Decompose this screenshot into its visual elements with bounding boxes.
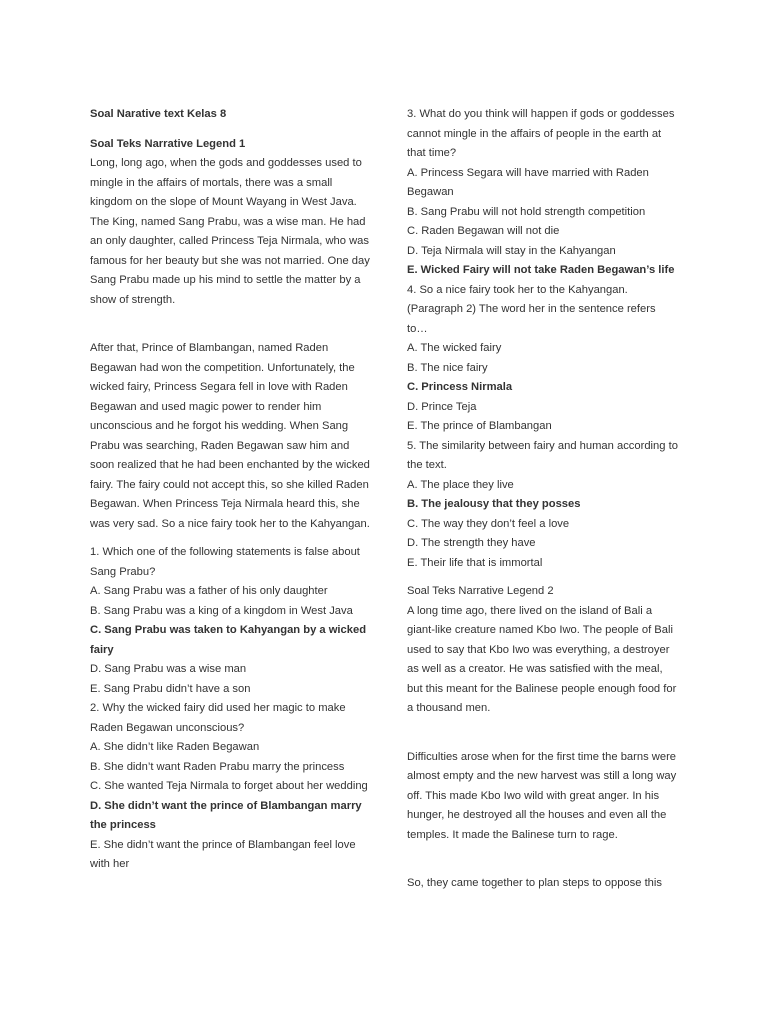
option-e: E. Sang Prabu didn’t have a son <box>90 682 251 695</box>
option-a: A. Sang Prabu was a father of his only daughter <box>90 585 328 597</box>
question-text: 2. Why the wicked fairy did used her magic to make Raden Begawan unconscious? <box>90 702 346 734</box>
option-e: E. She didn’t want the prince of Blambangan feel love with her <box>90 838 356 870</box>
legend2-paragraph-2: Difficulties arose when for the first time the barns were almost empty and the new harvest was still a long way off. This made Kbo Iwo wild with great anger. In his hunger, he destroyed all the houses and even all the temples. It made the Balinese turn to rage. <box>407 750 677 841</box>
option-c: C. The way they don’t feel a love <box>407 517 570 530</box>
option-b-answer: B. The jealousy that they posses <box>407 498 581 510</box>
question-2 <box>90 699 370 875</box>
option-c-answer: C. Sang Prabu was taken to Kahyangan by a wicked fairy <box>90 624 367 656</box>
question-1 <box>90 543 370 699</box>
option-b: B. Sang Prabu will not hold strength competition <box>407 205 646 218</box>
option-d: D. Prince Teja <box>407 400 477 413</box>
option-e: E. Their life that is immortal <box>407 556 543 569</box>
question-3 <box>407 105 679 281</box>
option-b: B. She didn’t want Raden Prabu marry the princess <box>90 760 345 773</box>
option-a: A. Princess Segara will have married with Raden Begawan <box>407 166 649 198</box>
option-a: A. The place they live <box>407 478 514 491</box>
option-b: B. The nice fairy <box>407 361 488 374</box>
option-c: C. Raden Begawan will not die <box>407 225 560 237</box>
option-d: D. The strength they have <box>407 537 536 549</box>
question-text: 5. The similarity between fairy and human according to the text. <box>407 439 678 471</box>
option-b: B. Sang Prabu was a king of a kingdom in West Java <box>90 604 353 617</box>
document-title: Soal Narative text Kelas 8 <box>90 108 227 120</box>
option-d: D. Teja Nirmala will stay in the Kahyangan <box>407 244 616 257</box>
option-c: C. She wanted Teja Nirmala to forget about her wedding <box>90 780 368 792</box>
legend2-paragraph-1: A long time ago, there lived on the island of Bali a giant-like creature named Kbo Iwo. The people of Bali used to say that Kbo Iwo was everything, a destroyer as well as a creator. He was satisfied with the meal, but this meant for the Balinese people enough food for a thousand men. <box>407 604 677 714</box>
question-text: 1. Which one of the following statements is false about Sang Prabu? <box>90 546 360 578</box>
legend1-heading: Soal Teks Narrative Legend 1 <box>90 137 246 150</box>
option-d-answer: D. She didn’t want the prince of Blambangan marry the princess <box>90 799 362 831</box>
option-a: A. She didn’t like Raden Begawan <box>90 741 260 753</box>
option-e-answer: E. Wicked Fairy will not take Raden Begawan’s life <box>407 264 675 276</box>
question-text: 3. What do you think will happen if gods or goddesses cannot mingle in the affairs of people in the earth at that time? <box>407 108 675 159</box>
question-text: 4. So a nice fairy took her to the Kahyangan. (Paragraph 2) The word her in the sentence refers to… <box>407 283 656 335</box>
question-4 <box>407 281 679 437</box>
option-e: E. The prince of Blambangan <box>407 420 552 432</box>
right-column <box>407 105 679 894</box>
question-5 <box>407 437 679 574</box>
legend2-paragraph-3: So, they came together to plan steps to oppose this <box>407 877 662 889</box>
option-a: A. The wicked fairy <box>407 342 502 354</box>
option-d: D. Sang Prabu was a wise man <box>90 663 247 675</box>
left-column <box>90 105 370 875</box>
option-c-answer: C. Princess Nirmala <box>407 381 513 393</box>
legend1-paragraph-1: Long, long ago, when the gods and goddesses used to mingle in the affairs of mortals, there was a small kingdom on the slope of Mount Wayang in West Java. The King, named Sang Prabu, was a wise man. He had an only daughter, called Princess Teja Nirmala, who was famous for her beauty but she was not married. One day Sang Prabu made up his mind to settle the matter by a show of strength. <box>90 157 370 306</box>
legend1-paragraph-2: After that, Prince of Blambangan, named Raden Begawan had won the competition. Unfortunately, the wicked fairy, Princess Segara fell in love with Raden Begawan and used magic power to render him unconscious and he forgot his wedding. When Sang Prabu was searching, Raden Begawan saw him and soon realized that he had been enchanted by the wicked fairy. The fairy could not accept this, so she killed Raden Begawan. When Princess Teja Nirmala heard this, she was very sad. So a nice fairy took her to the Kahyangan. <box>90 342 370 530</box>
legend2-heading: Soal Teks Narrative Legend 2 <box>407 585 554 597</box>
